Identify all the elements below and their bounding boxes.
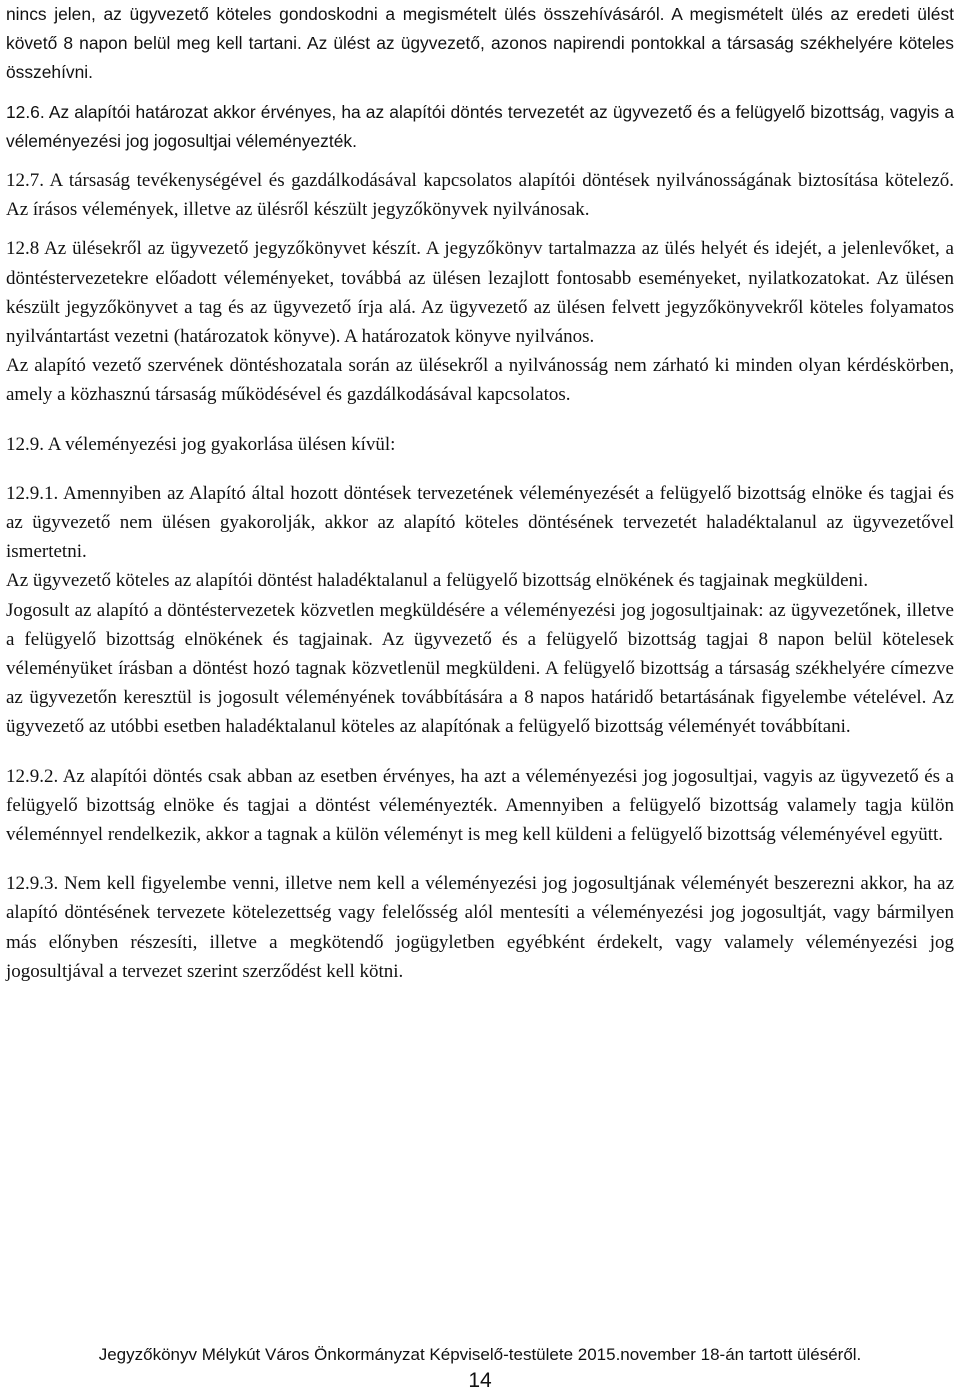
paragraph-12-6: 12.6. Az alapítói határozat akkor érvényes, ha az alapítói döntés tervezetét az ügyvezető és a felügyelő bizottság, vagyis a véleményezési jog jogosultjai véleményezték.: [6, 101, 954, 151]
page-footer: [0, 1344, 960, 1392]
paragraph-12-9-3: 12.9.3. Nem kell figyelembe venni, illetve nem kell a véleményezési jog jogosultjának véleményét beszerezni akkor, ha az alapító döntésének tervezete kötelezettség vagy felelősség alól mentesíti a véleményezési jog jogosultját, vagy bármilyen más előnyben részesíti, illetve a megkötendő jogügyletben egyébként érdekelt, vagy valamely véleményezési jog jogosultjával a tervezet szerint szerződést kell kötni.: [6, 873, 954, 982]
paragraph-meeting-reconvene: nincs jelen, az ügyvezető köteles gondoskodni a megismételt ülés összehívásáról. A megismételt ülés az eredeti ülést követő 8 napon belül meg kell tartani. Az ülést az ügyvezető, azonos napirendi pontokkal a társaság székhelyére köteles összehívni.: [6, 4, 954, 83]
paragraph-12-8: 12.8 Az ülésekről az ügyvezető jegyzőkönyvet készít. A jegyzőkönyv tartalmazza az ülés helyét és idejét, a jelenlevőket, a döntéstervezetekre előadott véleményeket, továbbá az ülésen lezajlott fontosabb eseményeket, nyilatkozatokat. Az ülésen készült jegyzőkönyvet a tag és az ügyvezető írja alá. Az ügyvezető az ülésen felvett jegyzőkönyvekről köteles folyamatos nyilvántartást vezetni (határozatok könyve). A határozatok könyve nyilvános.: [6, 238, 954, 348]
paragraph-12-8-publicity: Az alapító vezető szervének döntéshozatala során az ülésekről a nyilvánosság nem zárható ki minden olyan kérdéskörben, amely a közhasznú társaság működésével és gazdálkodásával kapcsolatos.: [6, 355, 954, 406]
footer-text: Jegyzőkönyv Mélykút Város Önkormányzat Képviselő-testülete 2015.november 18-án tartott üléséről.: [98, 1345, 862, 1364]
paragraph-12-9-1-forward: Az ügyvezető köteles az alapítói döntést haladéktalanul a felügyelő bizottság elnökének és tagjainak megküldeni.: [6, 570, 869, 592]
paragraph-12-9-2: 12.9.2. Az alapítói döntés csak abban az esetben érvényes, ha azt a véleményezési jog jogosultjai, vagyis az ügyvezető és a felügyelő bizottság elnöke és tagjai a döntést véleményezték. Amennyiben a felügyelő bizottság valamely tagja külön véleménnyel rendelkezik, akkor a tagnak a külön véleményt is meg kell küldeni a felügyelő bizottság véleményével együtt.: [6, 765, 954, 846]
page-number: 14: [468, 1369, 492, 1392]
paragraph-12-9-1: 12.9.1. Amennyiben az Alapító által hozott döntések tervezetének véleményezését a felügyelő bizottság elnöke és tagjai és az ügyvezető nem ülésen gyakorolják, akkor az alapító köteles döntésének tervezetét haladéktalanul az ügyvezetővel ismertetni.: [6, 482, 954, 563]
paragraph-12-9-1-direct: Jogosult az alapító a döntéstervezetek közvetlen megküldésére a véleményezési jog jogosultjainak: az ügyvezetőnek, illetve a felügyelő bizottság elnökének és tagjainak. Az ügyvezető és a felügyelő bizottság tagjai 8 napon belül kötelesek véleményüket írásban a döntést hozó tagnak közvetlenül megküldeni. A felügyelő bizottság a társaság székhelyére címezve az ügyvezetőn keresztül is jogosult véleményének továbbítására a 8 napos határidő betartásának figyelembe vételével. Az ügyvezető az utóbbi esetben haladéktalanul köteles az alapítónak a felügyelő bizottság véleményét továbbítani.: [6, 599, 954, 738]
heading-12-9: 12.9. A véleményezési jog gyakorlása ülésen kívül:: [6, 433, 396, 455]
document-body: [6, 0, 954, 986]
paragraph-12-7: 12.7. A társaság tevékenységével és gazdálkodásával kapcsolatos alapítói döntések nyilvánosságának biztosítása kötelező. Az írásos vélemények, illetve az ülésről készült jegyzőkönyvek nyilvánosak.: [6, 170, 954, 221]
